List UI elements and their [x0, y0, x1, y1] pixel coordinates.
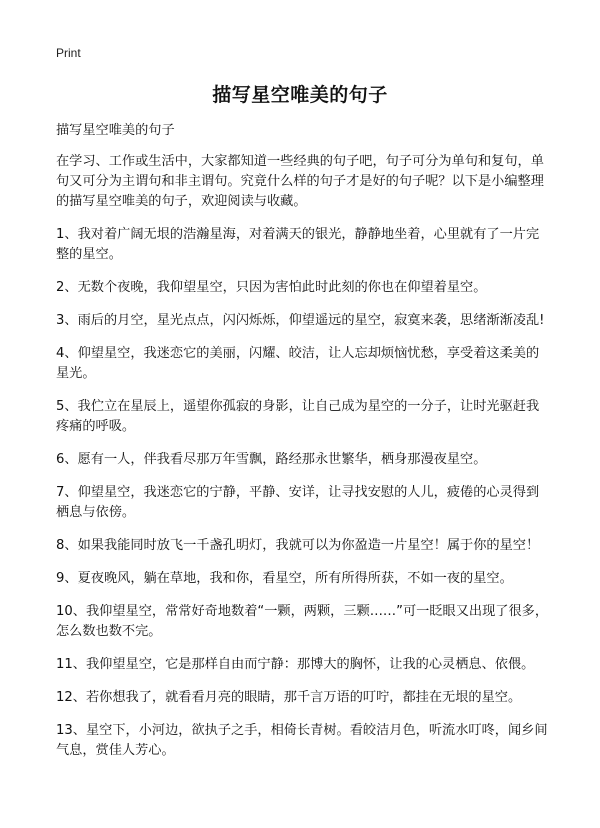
- sentence-paragraph: 12、若你想我了，就看看月亮的眼睛，那千言万语的叮咛，都挂在无垠的星空。: [56, 690, 522, 705]
- article-body: [56, 121, 552, 774]
- sentence-paragraph: 5、我伫立在星辰上，遥望你孤寂的身影，让自己成为星空的一分子，让时光驱赶我疼痛的呼吸。: [56, 399, 540, 434]
- sentence-paragraph: 6、愿有一人，伴我看尽那万年雪飘，路经那永世繁华，栖身那漫夜星空。: [56, 452, 487, 467]
- sentence-paragraph: 13、星空下，小河边，欲执子之手，相倚长青树。看皎洁月色，听流水叮咚，闻乡间气息，赏佳人芳心。: [56, 723, 548, 758]
- sentence-paragraph: 10、我仰望星空，常常好奇地数着“一颗，两颗，三颗……”可一眨眼又出现了很多，怎么数也数不完。: [56, 604, 549, 639]
- sentence-paragraph: 7、仰望星空，我迷恋它的宁静，平静、安详，让寻找安慰的人儿，疲倦的心灵得到栖息与依傍。: [56, 485, 540, 520]
- sentence-paragraph: 11、我仰望星空，它是那样自由而宁静：那博大的胸怀，让我的心灵栖息、依偎。: [56, 657, 535, 672]
- page-title: 描写星空唯美的句子: [212, 84, 388, 106]
- intro-paragraph: 在学习、工作或生活中，大家都知道一些经典的句子吧，句子可分为单句和复句，单句又可分为主谓句和非主谓句。究竟什么样的句子才是好的句子呢？以下是小编整理的描写星空唯美的句子，欢迎阅读与收藏。: [56, 154, 544, 209]
- print-link[interactable]: Print: [56, 46, 81, 60]
- article-subtitle: 描写星空唯美的句子: [56, 123, 175, 138]
- sentence-paragraph: 1、我对着广阔无垠的浩瀚星海，对着满天的银光，静静地坐着，心里就有了一片完整的星空。: [56, 227, 540, 262]
- sentence-paragraph: 2、无数个夜晚，我仰望星空，只因为害怕此时此刻的你也在仰望着星空。: [56, 280, 487, 295]
- sentence-paragraph: 4、仰望星空，我迷恋它的美丽，闪耀、皎洁，让人忘却烦恼忧愁，享受着这柔美的星光。: [56, 346, 540, 381]
- sentence-paragraph: 8、如果我能同时放飞一千盏孔明灯，我就可以为你盈造一片星空！属于你的星空！: [56, 538, 540, 553]
- sentence-paragraph: 9、夏夜晚风，躺在草地，我和你，看星空，所有所得所获，不如一夜的星空。: [56, 571, 513, 586]
- sentence-paragraph: 3、雨后的月空，星光点点，闪闪烁烁，仰望遥远的星空，寂寞来袭，思绪渐渐凌乱!: [56, 313, 545, 328]
